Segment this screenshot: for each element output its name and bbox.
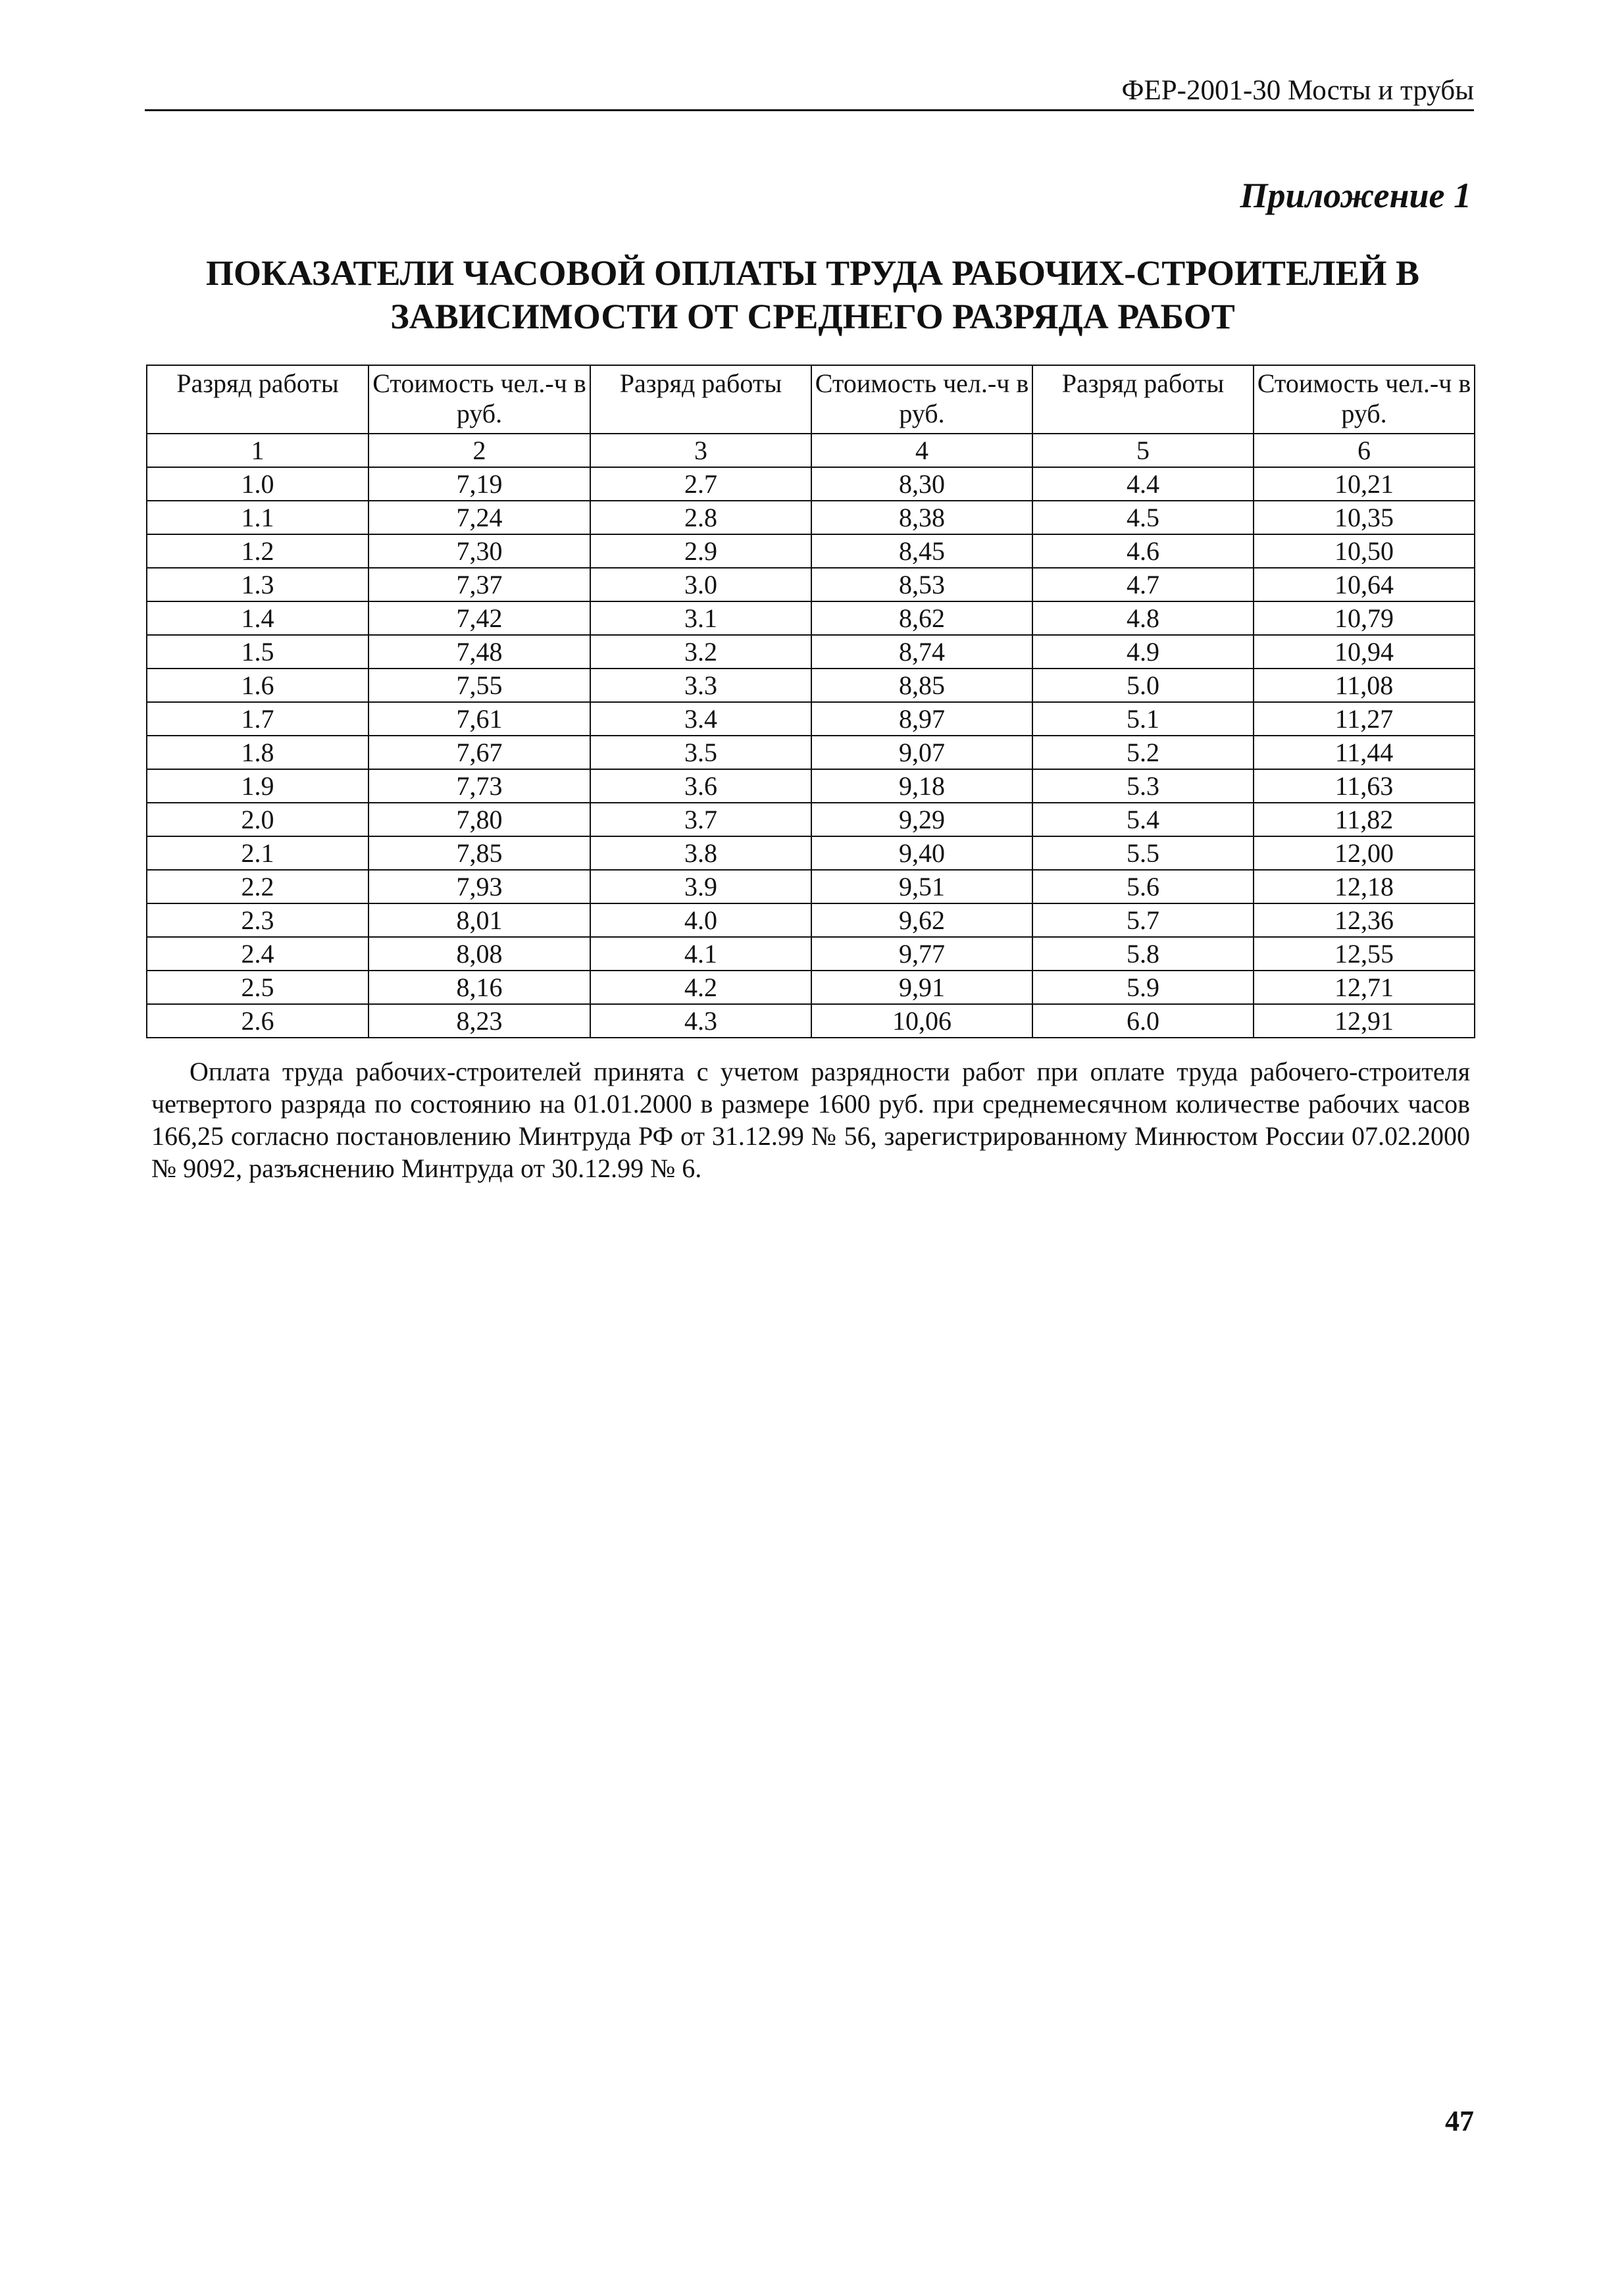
cost-cell: 8,23: [368, 1004, 590, 1038]
cost-cell: 10,06: [811, 1004, 1032, 1038]
cost-cell: 7,19: [368, 467, 590, 501]
cost-cell: 10,79: [1254, 601, 1475, 635]
grade-cell: 3.5: [590, 736, 811, 769]
grade-cell: 1.8: [147, 736, 368, 769]
cost-cell: 9,91: [811, 971, 1032, 1004]
cost-cell: 8,85: [811, 669, 1032, 702]
grade-cell: 1.6: [147, 669, 368, 702]
grade-cell: 5.1: [1032, 702, 1254, 736]
cost-cell: 7,24: [368, 501, 590, 534]
heading-line-2: ЗАВИСИМОСТИ ОТ СРЕДНЕГО РАЗРЯДА РАБОТ: [390, 297, 1235, 336]
grade-cell: 1.2: [147, 534, 368, 568]
grade-cell: 1.4: [147, 601, 368, 635]
grade-cell: 4.8: [1032, 601, 1254, 635]
cost-cell: 8,38: [811, 501, 1032, 534]
cost-cell: 12,00: [1254, 836, 1475, 870]
grade-cell: 3.9: [590, 870, 811, 903]
cost-cell: 8,97: [811, 702, 1032, 736]
grade-cell: 1.1: [147, 501, 368, 534]
grade-cell: 5.7: [1032, 903, 1254, 937]
cost-cell: 7,37: [368, 568, 590, 601]
grade-cell: 4.9: [1032, 635, 1254, 669]
cost-cell: 9,62: [811, 903, 1032, 937]
cost-cell: 12,36: [1254, 903, 1475, 937]
cost-cell: 12,55: [1254, 937, 1475, 971]
grade-cell: 4.3: [590, 1004, 811, 1038]
grade-cell: 4.6: [1032, 534, 1254, 568]
grade-cell: 1.3: [147, 568, 368, 601]
table-row: [147, 769, 1475, 803]
footnote-paragraph: Оплата труда рабочих-строителей принята с учетом разрядности работ при оплате труда рабочего-строителя четвертого разряда по состоянию на 01.01.2000 в размере 1600 руб. при среднемесячном количестве рабочих часов 166,25 согласно постановлению Минтруда РФ от 31.12.99 № 56, зарегистрированному Минюстом России 07.02.2000 № 9092, разъяснению Минтруда от 30.12.99 № 6.: [151, 1057, 1470, 1183]
cost-cell: 11,82: [1254, 803, 1475, 836]
table-row: [147, 702, 1475, 736]
table-row: [147, 601, 1475, 635]
cost-cell: 11,08: [1254, 669, 1475, 702]
grade-cell: 3.8: [590, 836, 811, 870]
cost-cell: 7,93: [368, 870, 590, 903]
cost-cell: 10,64: [1254, 568, 1475, 601]
table-row: [147, 903, 1475, 937]
document-header-title: ФЕР-2001-30 Мосты и трубы: [1121, 75, 1474, 106]
cost-cell: 9,29: [811, 803, 1032, 836]
cost-cell: 11,63: [1254, 769, 1475, 803]
cost-cell: 12,91: [1254, 1004, 1475, 1038]
cost-cell: 8,62: [811, 601, 1032, 635]
grade-cell: 2.0: [147, 803, 368, 836]
grade-cell: 4.0: [590, 903, 811, 937]
cost-cell: 8,01: [368, 903, 590, 937]
grade-cell: 2.6: [147, 1004, 368, 1038]
grade-cell: 4.4: [1032, 467, 1254, 501]
grade-cell: 2.5: [147, 971, 368, 1004]
cost-cell: 7,55: [368, 669, 590, 702]
cost-cell: 10,21: [1254, 467, 1475, 501]
table-row: [147, 568, 1475, 601]
grade-cell: 1.9: [147, 769, 368, 803]
grade-cell: 4.2: [590, 971, 811, 1004]
column-number-row: [147, 434, 1475, 467]
table-row: [147, 803, 1475, 836]
table-row: [147, 736, 1475, 769]
grade-cell: 5.3: [1032, 769, 1254, 803]
column-number: 3: [590, 434, 811, 467]
cost-cell: 11,44: [1254, 736, 1475, 769]
appendix-label: Приложение 1: [1240, 176, 1471, 215]
cost-cell: 10,94: [1254, 635, 1475, 669]
table-row: [147, 669, 1475, 702]
cost-cell: 7,42: [368, 601, 590, 635]
grade-cell: 2.4: [147, 937, 368, 971]
cost-cell: 7,30: [368, 534, 590, 568]
cost-cell: 8,53: [811, 568, 1032, 601]
grade-cell: 4.7: [1032, 568, 1254, 601]
grade-cell: 6.0: [1032, 1004, 1254, 1038]
grade-cell: 3.2: [590, 635, 811, 669]
table-row: [147, 937, 1475, 971]
table-row: [147, 534, 1475, 568]
grade-cell: 2.8: [590, 501, 811, 534]
grade-cell: 5.6: [1032, 870, 1254, 903]
cost-cell: 7,67: [368, 736, 590, 769]
column-number: 5: [1032, 434, 1254, 467]
cost-cell: 7,85: [368, 836, 590, 870]
table-row: [147, 467, 1475, 501]
column-header: Разряд работы: [590, 365, 811, 434]
column-header: Разряд работы: [1032, 365, 1254, 434]
cost-cell: 9,51: [811, 870, 1032, 903]
column-header: Стоимость чел.-ч в руб.: [368, 365, 590, 434]
grade-cell: 5.8: [1032, 937, 1254, 971]
grade-cell: 1.7: [147, 702, 368, 736]
grade-cell: 2.1: [147, 836, 368, 870]
cost-cell: 8,30: [811, 467, 1032, 501]
cost-cell: 7,80: [368, 803, 590, 836]
grade-cell: 3.1: [590, 601, 811, 635]
grade-cell: 3.3: [590, 669, 811, 702]
grade-cell: 5.4: [1032, 803, 1254, 836]
column-header: Разряд работы: [147, 365, 368, 434]
cost-cell: 10,50: [1254, 534, 1475, 568]
cost-cell: 8,45: [811, 534, 1032, 568]
cost-cell: 9,07: [811, 736, 1032, 769]
table-row: [147, 501, 1475, 534]
page-number: 47: [1445, 2105, 1474, 2137]
column-header: Стоимость чел.-ч в руб.: [1254, 365, 1475, 434]
grade-cell: 1.0: [147, 467, 368, 501]
cost-cell: 7,61: [368, 702, 590, 736]
grade-cell: 5.0: [1032, 669, 1254, 702]
table-row: [147, 870, 1475, 903]
column-number: 2: [368, 434, 590, 467]
grade-cell: 3.7: [590, 803, 811, 836]
table-row: [147, 635, 1475, 669]
cost-cell: 9,77: [811, 937, 1032, 971]
cost-cell: 9,18: [811, 769, 1032, 803]
table-row: [147, 1004, 1475, 1038]
cost-cell: 9,40: [811, 836, 1032, 870]
grade-cell: 5.5: [1032, 836, 1254, 870]
grade-cell: 4.1: [590, 937, 811, 971]
column-number: 1: [147, 434, 368, 467]
wage-rates-table: [146, 365, 1475, 1038]
grade-cell: 3.6: [590, 769, 811, 803]
table-body: [147, 365, 1475, 1038]
grade-cell: 4.5: [1032, 501, 1254, 534]
table-header-row: [147, 365, 1475, 434]
cost-cell: 12,18: [1254, 870, 1475, 903]
cost-cell: 12,71: [1254, 971, 1475, 1004]
cost-cell: 8,16: [368, 971, 590, 1004]
column-header: Стоимость чел.-ч в руб.: [811, 365, 1032, 434]
cost-cell: 7,48: [368, 635, 590, 669]
header-divider: [145, 109, 1474, 111]
cost-cell: 8,74: [811, 635, 1032, 669]
grade-cell: 5.2: [1032, 736, 1254, 769]
cost-cell: 10,35: [1254, 501, 1475, 534]
cost-cell: 8,08: [368, 937, 590, 971]
cost-cell: 11,27: [1254, 702, 1475, 736]
column-number: 4: [811, 434, 1032, 467]
grade-cell: 3.0: [590, 568, 811, 601]
cost-cell: 7,73: [368, 769, 590, 803]
page-heading: [145, 251, 1481, 338]
column-number: 6: [1254, 434, 1475, 467]
grade-cell: 2.3: [147, 903, 368, 937]
table-row: [147, 971, 1475, 1004]
table-row: [147, 836, 1475, 870]
grade-cell: 3.4: [590, 702, 811, 736]
grade-cell: 1.5: [147, 635, 368, 669]
grade-cell: 5.9: [1032, 971, 1254, 1004]
heading-line-1: ПОКАЗАТЕЛИ ЧАСОВОЙ ОПЛАТЫ ТРУДА РАБОЧИХ-СТРОИТЕЛЕЙ В: [205, 253, 1420, 293]
grade-cell: 2.9: [590, 534, 811, 568]
grade-cell: 2.2: [147, 870, 368, 903]
grade-cell: 2.7: [590, 467, 811, 501]
